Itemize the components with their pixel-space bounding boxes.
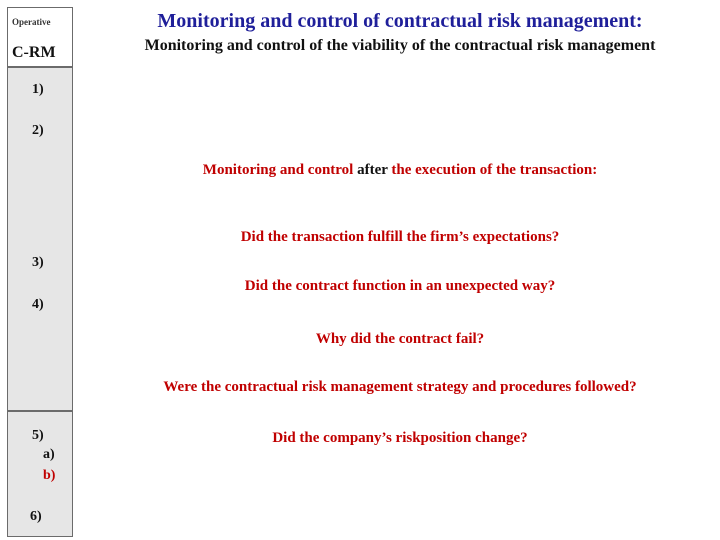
- step-4-label: 4): [32, 297, 44, 312]
- module-category-label: Operative: [12, 17, 51, 27]
- section-heading-part1: Monitoring and control: [202, 162, 354, 178]
- section-heading-part3: the execution of the transaction:: [391, 162, 598, 178]
- section-heading-part2: after: [353, 162, 392, 178]
- question-expectations: Did the transaction fulfill the firm’s expectations?: [240, 229, 560, 245]
- section-heading: [80, 162, 720, 179]
- page-subtitle: Monitoring and control of the viability of the contractual risk management: [144, 37, 656, 54]
- sidebar-steps-panel: [7, 67, 73, 411]
- question-contract-failure: Why did the contract fail?: [315, 331, 485, 347]
- step-5-label: 5): [32, 428, 44, 443]
- question-riskposition-change: Did the company’s riskposition change?: [272, 430, 528, 446]
- page-title: Monitoring and control of contractual risk management:: [157, 10, 643, 32]
- step-5b-label: b): [43, 468, 56, 483]
- step-3-label: 3): [32, 255, 44, 270]
- step-2-label: 2): [32, 123, 44, 138]
- step-1-label: 1): [32, 82, 44, 97]
- module-code-label: C-RM: [12, 44, 56, 61]
- sidebar-steps-panel-lower: [7, 411, 73, 537]
- module-label-box: [7, 7, 73, 67]
- question-strategy-followed: Were the contractual risk management strategy and procedures followed?: [163, 379, 637, 395]
- step-6-label: 6): [30, 509, 42, 524]
- question-unexpected-function: Did the contract function in an unexpected way?: [244, 278, 556, 294]
- step-5a-label: a): [43, 447, 55, 462]
